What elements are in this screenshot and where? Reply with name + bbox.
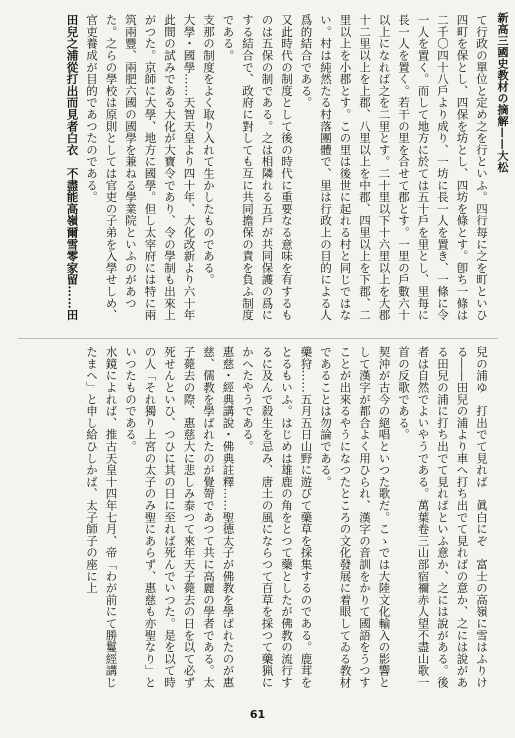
page-number: 61 (249, 708, 266, 721)
paragraph-body: て行政の單位と定め之を行といふ。四行每に之を町といひ四町を保とし、四保を坊とし、四坊を條とす。卽ち一條は二千〇四十八戶より成り、一坊に長一人を置き、一條に令一人を置く。而して地方に於ては五十戶を里とし、里每に長一人を置く。若干の里を合せて郡とす。一里の戶數六十以上になれば之を二里とす。二十里以下十六里以上を大郡十二里以上を上郡、八里以上を中郡、四里以上を下郡、二里以上を小郡とす。この里は後世に起れる村と同じではない。村は純然たる村落團體で、里は行政上の目的による人爲的結合である。 (299, 14, 489, 321)
paragraph-body: 大學・國學……天智天皇より四十年、大化改新より六十年此間の試みである大化が大寶令であり、令の學制も出來上がつた。京師に大學、地方に國學。但し太宰府には特に兩筑兩豐、兩肥六國の國學を兼ねる學業院といふのがあつた。之らの學校は原則としては官吏の子弟を入學せしめ、官吏養成が目的であつたのである。 (85, 14, 197, 321)
paragraph-body: 契沖が古今の絕唱といつた歌だ。こゝでは大陸文化輸入の影響として漢字が都合よく用ひられ、漢字の音訓をかりて國語をうつすことが出來るやうになつたところの文化發展に着眼してゐる教材であることは勿論である。 (319, 346, 392, 689)
paragraph-administrative-units (296, 14, 491, 332)
paragraph-body: 兒の浦ゆ 打出でて見れば 眞白にぞ 富士の高嶺に雪はふりける――田兒の浦より車へ打ち出でて見ればの意か、之には說がある田兒の浦に打ち出でて見ればといふ意か、之には說がある。後者は自然でよいやうである。萬葉卷三山部宿禰赤人望不盡山歌一首の反歌である。 (397, 346, 489, 689)
poem-title: 田兒之浦從打出而見者白衣 不盡能高嶺爾雪零家留……田 (65, 14, 80, 321)
section-divider (18, 338, 498, 339)
paragraph-poem-reading (394, 346, 492, 698)
paragraph-medicine-hunting (238, 346, 316, 698)
paragraph-eji (121, 346, 238, 698)
running-title: 新高三國史教材の摘解——大松 (496, 12, 509, 173)
lower-text-block (21, 346, 491, 698)
paragraph-body: 又此時代の制度として後の時代に重要なる意味を有するものは五保の制である。之は相隣れる五戶が共同保護の爲にする結合で、政府に對しても互に共同擔保の責を負ふ制度である。 (221, 14, 294, 321)
paragraph-body: 水鏡によれば、推古天皇十四年七月、帝「わが前にて勝鬘經講じたまへ」と申し給ひしかば、太子師子の座に上 (85, 346, 119, 689)
paragraph-mizukagami (82, 346, 121, 698)
paragraph-body: 支那の制度をよく取り入れて生かしたものである。 (202, 14, 216, 286)
paragraph-body: 藥狩……五月五日山野に遊びて藥草を採集するのである。鹿茸をとるもいふ。はじめは雄鹿の角をとつて藥としたが佛教の流行するに及んで殺生を忌み、唐土の風にならつて百草を採つて藥猟にかへたやうである。 (241, 346, 314, 689)
paragraph-chinese-influence (199, 14, 219, 332)
upper-text-block (21, 14, 491, 332)
paragraph-keichu-note (316, 346, 394, 698)
paragraph-five-household-system (218, 14, 296, 332)
paragraph-poem-title (62, 14, 82, 332)
paragraph-university (82, 14, 199, 332)
paragraph-body: 惠慈・經典講說・佛典註釋……聖德太子が佛教を學ばれたのが惠慈、儒教を學ばれたのが覺哿であつて共に高麗の學者である。太子薨去の際、惠慈大に悲しみ泰つて來年天子薨去の日を以て必ず死せんといひ、つひに其の日に至れば死んでいつた。是を以て時の人「それ獨り上宮の太子のみ聖にあらず、惠慈も亦聖なり」といつたものである。 (124, 346, 236, 689)
